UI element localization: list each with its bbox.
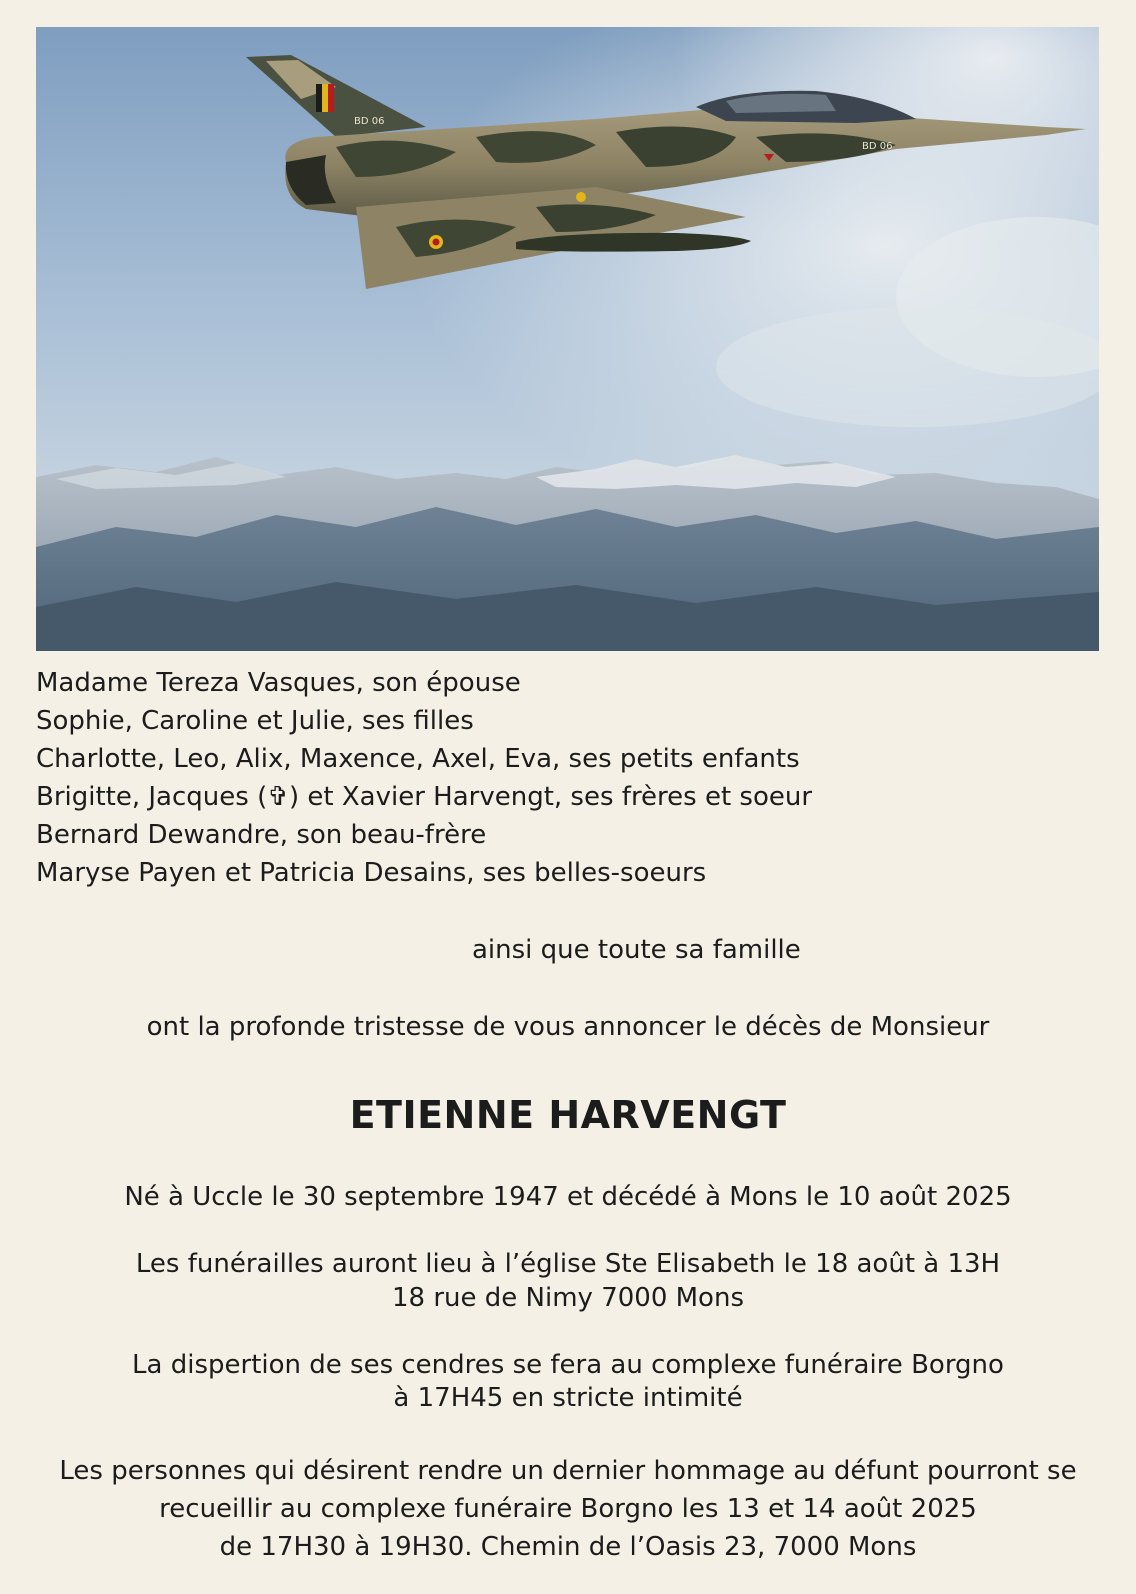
jet-over-mountains-image xyxy=(36,27,1099,651)
family-line-spouse: Madame Tereza Vasques, son épouse xyxy=(36,668,521,698)
ashes-time: à 17H45 en stricte intimité xyxy=(393,1383,743,1413)
tail-marking: BD 06 xyxy=(354,116,385,127)
family-line-siblings: Brigitte, Jacques (✞) et Xavier Harvengt, ses frères et soeur xyxy=(36,782,813,812)
family-line-sisters-in-law: Maryse Payen et Patricia Desains, ses belles-soeurs xyxy=(36,858,707,888)
tribute-line-3: de 17H30 à 19H30. Chemin de l’Oasis 23, 7000 Mons xyxy=(219,1532,917,1562)
family-line-daughters: Sophie, Caroline et Julie, ses filles xyxy=(36,706,474,736)
family-line-brother-in-law: Bernard Dewandre, son beau-frère xyxy=(36,820,487,850)
jet-photo xyxy=(36,27,1099,651)
family-list xyxy=(36,664,1096,892)
funeral-address: 18 rue de Nimy 7000 Mons xyxy=(392,1283,744,1313)
deceased-name: ETIENNE HARVENGT xyxy=(349,1093,787,1137)
tribute-line-2: recueillir au complexe funéraire Borgno les 13 et 14 août 2025 xyxy=(159,1494,977,1524)
whole-family-line: ainsi que toute sa famille xyxy=(472,935,801,965)
funeral-info-line: Les funérailles auront lieu à l’église Ste Elisabeth le 18 août à 13H xyxy=(135,1249,1001,1279)
family-line-grandchildren: Charlotte, Leo, Alix, Maxence, Axel, Eva, ses petits enfants xyxy=(36,744,800,774)
ashes-info-line: La dispertion de ses cendres se fera au complexe funéraire Borgno xyxy=(132,1350,1004,1380)
birth-death-dates: Né à Uccle le 30 septembre 1947 et décédé à Mons le 10 août 2025 xyxy=(124,1182,1012,1212)
nose-marking: BD 06 xyxy=(862,141,893,152)
announcement-text: ont la profonde tristesse de vous annoncer le décès de Monsieur xyxy=(146,1012,990,1042)
tribute-line-1: Les personnes qui désirent rendre un dernier hommage au défunt pourront se xyxy=(59,1456,1077,1486)
